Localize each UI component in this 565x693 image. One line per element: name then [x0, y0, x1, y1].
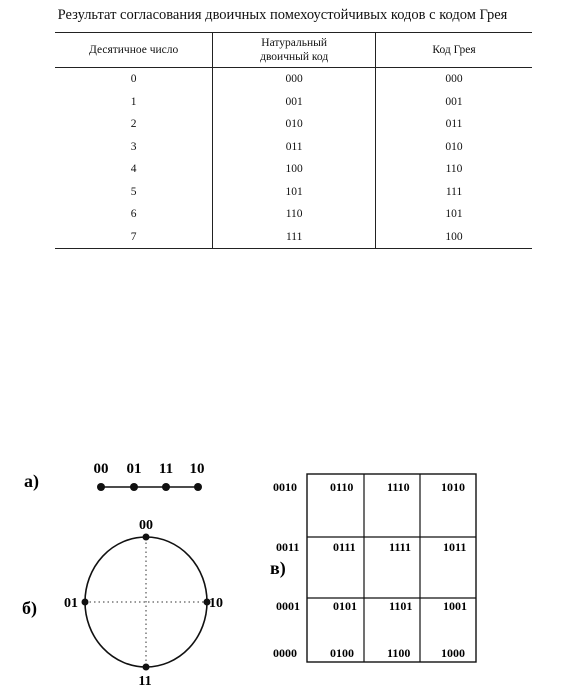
cell-binary: 001 [213, 91, 376, 114]
grid-cell: 0110 [330, 480, 354, 494]
cell-gray: 101 [376, 203, 532, 226]
line-node [162, 483, 170, 491]
cell-binary: 011 [213, 136, 376, 159]
line-code: 00 [93, 461, 109, 477]
circle-code-right: 10 [209, 596, 223, 611]
grid-row-label: 0011 [276, 540, 300, 554]
cell-binary: 110 [213, 203, 376, 226]
circle-code-bottom: 11 [138, 674, 152, 689]
header-natural-binary-label: Натуральный двоичный код [260, 37, 329, 63]
cell-binary: 000 [213, 68, 376, 91]
cell-gray: 010 [376, 136, 532, 159]
cell-binary: 010 [213, 113, 376, 136]
header-decimal: Десятичное число [55, 33, 213, 68]
grid-cell: 1000 [441, 646, 465, 660]
cell-decimal: 2 [130, 118, 137, 131]
cell-binary: 101 [213, 181, 376, 204]
cell-gray: 110 [376, 158, 532, 181]
cell-gray: 000 [376, 68, 532, 91]
circle-node-left [82, 599, 89, 606]
grid-cell: 1001 [443, 599, 467, 613]
grid-row-label: 0010 [273, 480, 297, 494]
cell-decimal: 4 [130, 163, 137, 176]
cell-decimal: 0 [130, 73, 137, 86]
grid-cell: 0111 [333, 540, 356, 554]
grid-cell: 1110 [387, 480, 410, 494]
figure-label-b: б) [22, 598, 37, 618]
table-caption: Результат согласования двоичных помехоустойчивых кодов с кодом Грея [57, 7, 508, 23]
cell-decimal: 3 [130, 140, 137, 153]
circle-node-bottom [143, 664, 150, 671]
line-node [130, 483, 138, 491]
figure-label-a: а) [24, 471, 39, 491]
line-node [97, 483, 105, 491]
grid-cell: 1010 [441, 480, 465, 494]
grid-cell: 1011 [443, 540, 467, 554]
grid-cell: 1111 [389, 540, 412, 554]
cell-binary: 111 [213, 226, 376, 249]
cell-decimal: 6 [130, 208, 137, 221]
circle-code-left: 01 [64, 596, 78, 611]
cell-decimal: 7 [55, 226, 213, 249]
line-code: 10 [189, 461, 205, 477]
header-gray-code: Код Грея [376, 33, 532, 68]
figure-label-c: в) [270, 558, 286, 578]
grid-frame [307, 474, 476, 662]
cell-binary: 100 [213, 158, 376, 181]
grid-row-label: 0001 [276, 599, 300, 613]
grid-row-label: 0000 [273, 646, 297, 660]
cell-gray: 001 [376, 91, 532, 114]
cell-gray: 011 [376, 113, 532, 136]
line-code: 01 [126, 461, 142, 477]
line-code: 11 [158, 461, 174, 477]
cell-gray: 111 [376, 181, 532, 204]
line-node [194, 483, 202, 491]
grid-cell: 0100 [330, 646, 354, 660]
cell-gray: 100 [376, 226, 532, 249]
grid-cell: 0101 [333, 599, 357, 613]
circle-code-top: 00 [139, 518, 153, 533]
grid-cell: 1101 [389, 599, 413, 613]
cell-decimal: 1 [130, 95, 137, 108]
grid-cell: 1100 [387, 646, 411, 660]
circle-node-top [143, 534, 150, 541]
cell-decimal: 5 [130, 185, 137, 198]
